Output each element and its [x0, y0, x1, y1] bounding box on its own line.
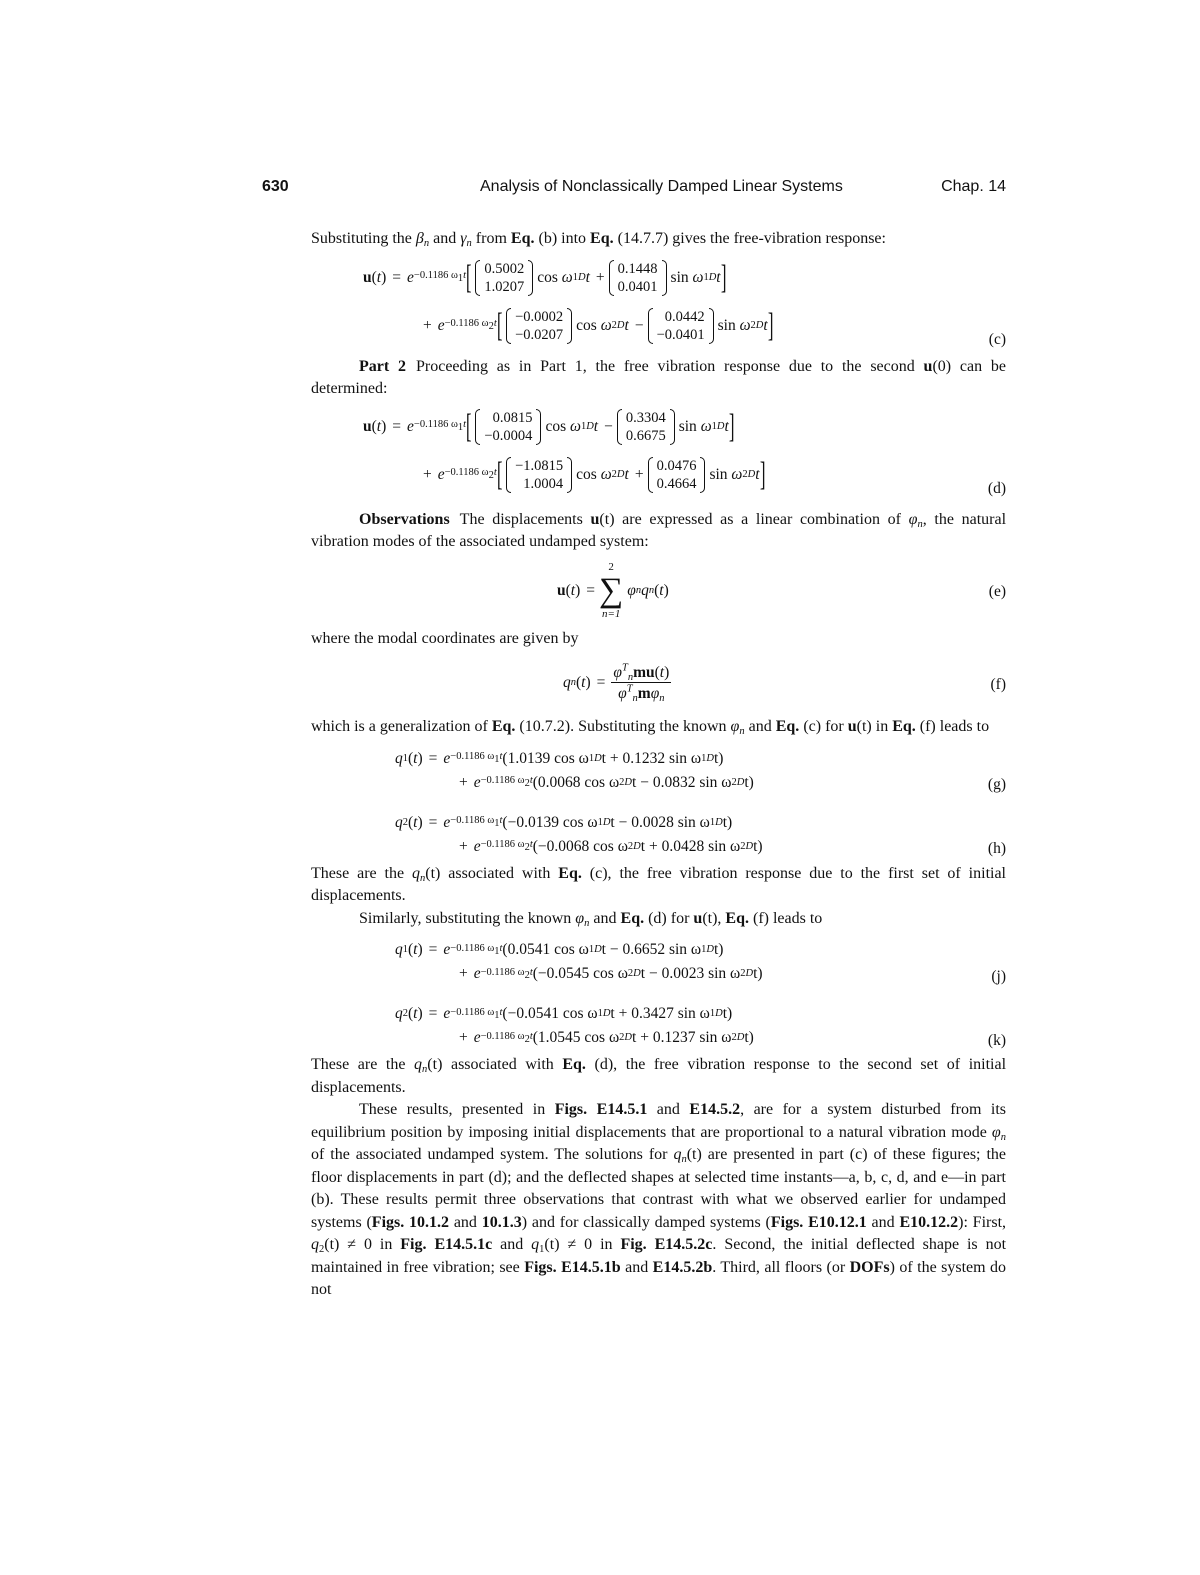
equation-tag-d: (d) [987, 480, 1006, 497]
equation-k-line-2: + e −0.1186 $\omega_2t$ (1.0545 cos ω 2 D t + 0.1237 sin ω 2 D t) (k) [459, 1029, 1006, 1049]
vector-c4: 0.0442 −0.0401 [648, 308, 714, 344]
vector-c3: −0.0002 −0.0207 [506, 308, 572, 344]
part2-paragraph: Part 2 Proceeding as in Part 1, the free vibration response due to the second u(0) can be determined: [311, 357, 1007, 397]
equation-tag-f: (f) [990, 675, 1006, 693]
equation-d-line-2: + e −0.1186 $\omega_2t$ [ −1.0815 1.0004 cos ω 2 D t + 0.0476 0.4664 sin ω 2 D t ] (d) [423, 455, 1006, 497]
equation-d: u ( t ) = e −0.1186 $\omega_1t$ [ 0.0815 −0.0004 cos ω 1 D t − 0.3304 0.6675 sin ω 1 D t ] [363, 407, 735, 445]
page-number: 630 [262, 178, 289, 195]
vector-c2: 0.1448 0.0401 [609, 260, 667, 296]
equation-g: q 1 ( t ) = e −0.1186 $\omega_1t$ (1.0139 cos ω 1 D t + 0.1232 sin ω 1 D t) [395, 749, 724, 767]
page-header [262, 178, 1006, 204]
equation-f: q n ( t ) = $\frac{\varphi^T_nmu(t)}{\varphi^T_nm\varphi_n}$ (f) [563, 662, 1006, 704]
vector-d4: 0.0476 0.4664 [648, 457, 706, 493]
equation-tag-h: (h) [987, 840, 1006, 857]
fraction-f: $\frac{\varphi^T_nmu(t)}{\varphi^T_nm\varphi_n}$ [613, 662, 670, 704]
equation-h: q 2 ( t ) = e −0.1186 $\omega_1t$ (−0.0139 cos ω 1 D t − 0.0028 sin ω 1 D t) [395, 813, 733, 831]
equation-g-line-2: + e −0.1186 $\omega_2t$ (0.0068 cos ω 2 D t − 0.0832 sin ω 2 D t) (g) [459, 773, 1006, 793]
summation: 2 ∑ n=1 [599, 560, 624, 620]
vector-c1: 0.5002 1.0207 [475, 260, 533, 296]
results-paragraph: These results, presented in Figs. E14.5.1 and E14.5.2, are for a system disturbed from its equilibrium position by imposing initial displacements that are proportional to a natural vibration mode $\varphi_n$ of the associated undamped system. The solutions for $q_n(t)$ are presented in part (c) of these figures; the floor displacements in part (d); and the deflected shapes at selected time instants—a, b, c, d, and e—in part (b). These results permit three observations that contrast with what we observed earlier for undamped systems (Figs. 10.1.2 and 10.1.3) and for classically damped systems (Figs. E10.12.1 and E10.12.2): First, $q_2(t) \ne 0$ in Fig. E14.5.1c and $q_1(t) \ne 0$ in Fig. E14.5.2c. Second, the initial deflected shape is not maintained in free vibration; see Figs. E14.5.1b and E14.5.2b. Third, all floors (or DOFs) of the system do not [311, 1101, 1007, 1298]
modal-coordinates-text: where the modal coordinates are given by [311, 629, 579, 647]
vector-d1: 0.0815 −0.0004 [475, 409, 541, 445]
associated-c-paragraph: These are the $q_n(t)$ associated with Eq. (c), the free vibration response due to the first set of initial displacements. [311, 864, 1007, 904]
equation-tag-k: (k) [987, 1031, 1006, 1049]
chapter-label: Chap. 14 [941, 178, 1006, 195]
equation-c: u ( t ) = e −0.1186 $\omega_1t$ [ 0.5002 1.0207 cos ω 1 D t + 0.1448 0.0401 sin ω 1 D t ] [363, 258, 727, 296]
similarly-paragraph: Similarly, substituting the known $\varphi_n$ and Eq. (d) for u(t), Eq. (f) leads to [359, 909, 823, 929]
equation-j-line-2: + e −0.1186 $\omega_2t$ (−0.0545 cos ω 2 D t − 0.0023 sin ω 2 D t) (j) [459, 965, 1006, 985]
observations-paragraph: Observations The displacements u(t) are expressed as a linear combination of $\varphi_n$, the natural vibration modes of the associated undamped system: [311, 510, 1007, 550]
page-body [311, 228, 1006, 1302]
equation-tag-g: (g) [987, 776, 1006, 793]
vector-d3: −1.0815 1.0004 [506, 457, 572, 493]
equation-tag-e: (e) [988, 583, 1006, 600]
equation-h-line-2: + e −0.1186 $\omega_2t$ (−0.0068 cos ω 2 D t + 0.0428 sin ω 2 D t) (h) [459, 837, 1006, 857]
associated-d-paragraph: These are the $q_n(t)$ associated with Eq. (d), the free vibration response to the second set of initial displacements. [311, 1056, 1007, 1096]
running-title: Analysis of Nonclassically Damped Linear Systems [480, 178, 843, 195]
equation-j: q 1 ( t ) = e −0.1186 $\omega_1t$ (0.0541 cos ω 1 D t − 0.6652 sin ω 1 D t) [395, 941, 724, 959]
equation-tag-c: (c) [988, 331, 1006, 348]
equation-tag-j: (j) [991, 967, 1006, 985]
generalization-paragraph: which is a generalization of Eq. (10.7.2). Substituting the known $\varphi_n$ and Eq. (c) for u(t) in Eq. (f) leads to [311, 718, 990, 737]
equation-k: q 2 ( t ) = e −0.1186 $\omega_1t$ (−0.0541 cos ω 1 D t + 0.3427 sin ω 1 D t) [395, 1005, 733, 1023]
vector-d2: 0.3304 0.6675 [617, 409, 675, 445]
intro-paragraph: Substituting the $\beta_n$ and $\gamma_n$ from Eq. (b) into Eq. (14.7.7) gives the free-vibration response: [311, 230, 886, 249]
equation-e: u ( t ) = 2 ∑ n=1 φ n q n ( t ) (e) [557, 560, 1006, 620]
equation-c-line-2: + e −0.1186 $\omega_2t$ [ −0.0002 −0.0207 cos ω 2 D t − 0.0442 −0.0401 sin ω 2 D t ] (c) [423, 306, 1006, 348]
